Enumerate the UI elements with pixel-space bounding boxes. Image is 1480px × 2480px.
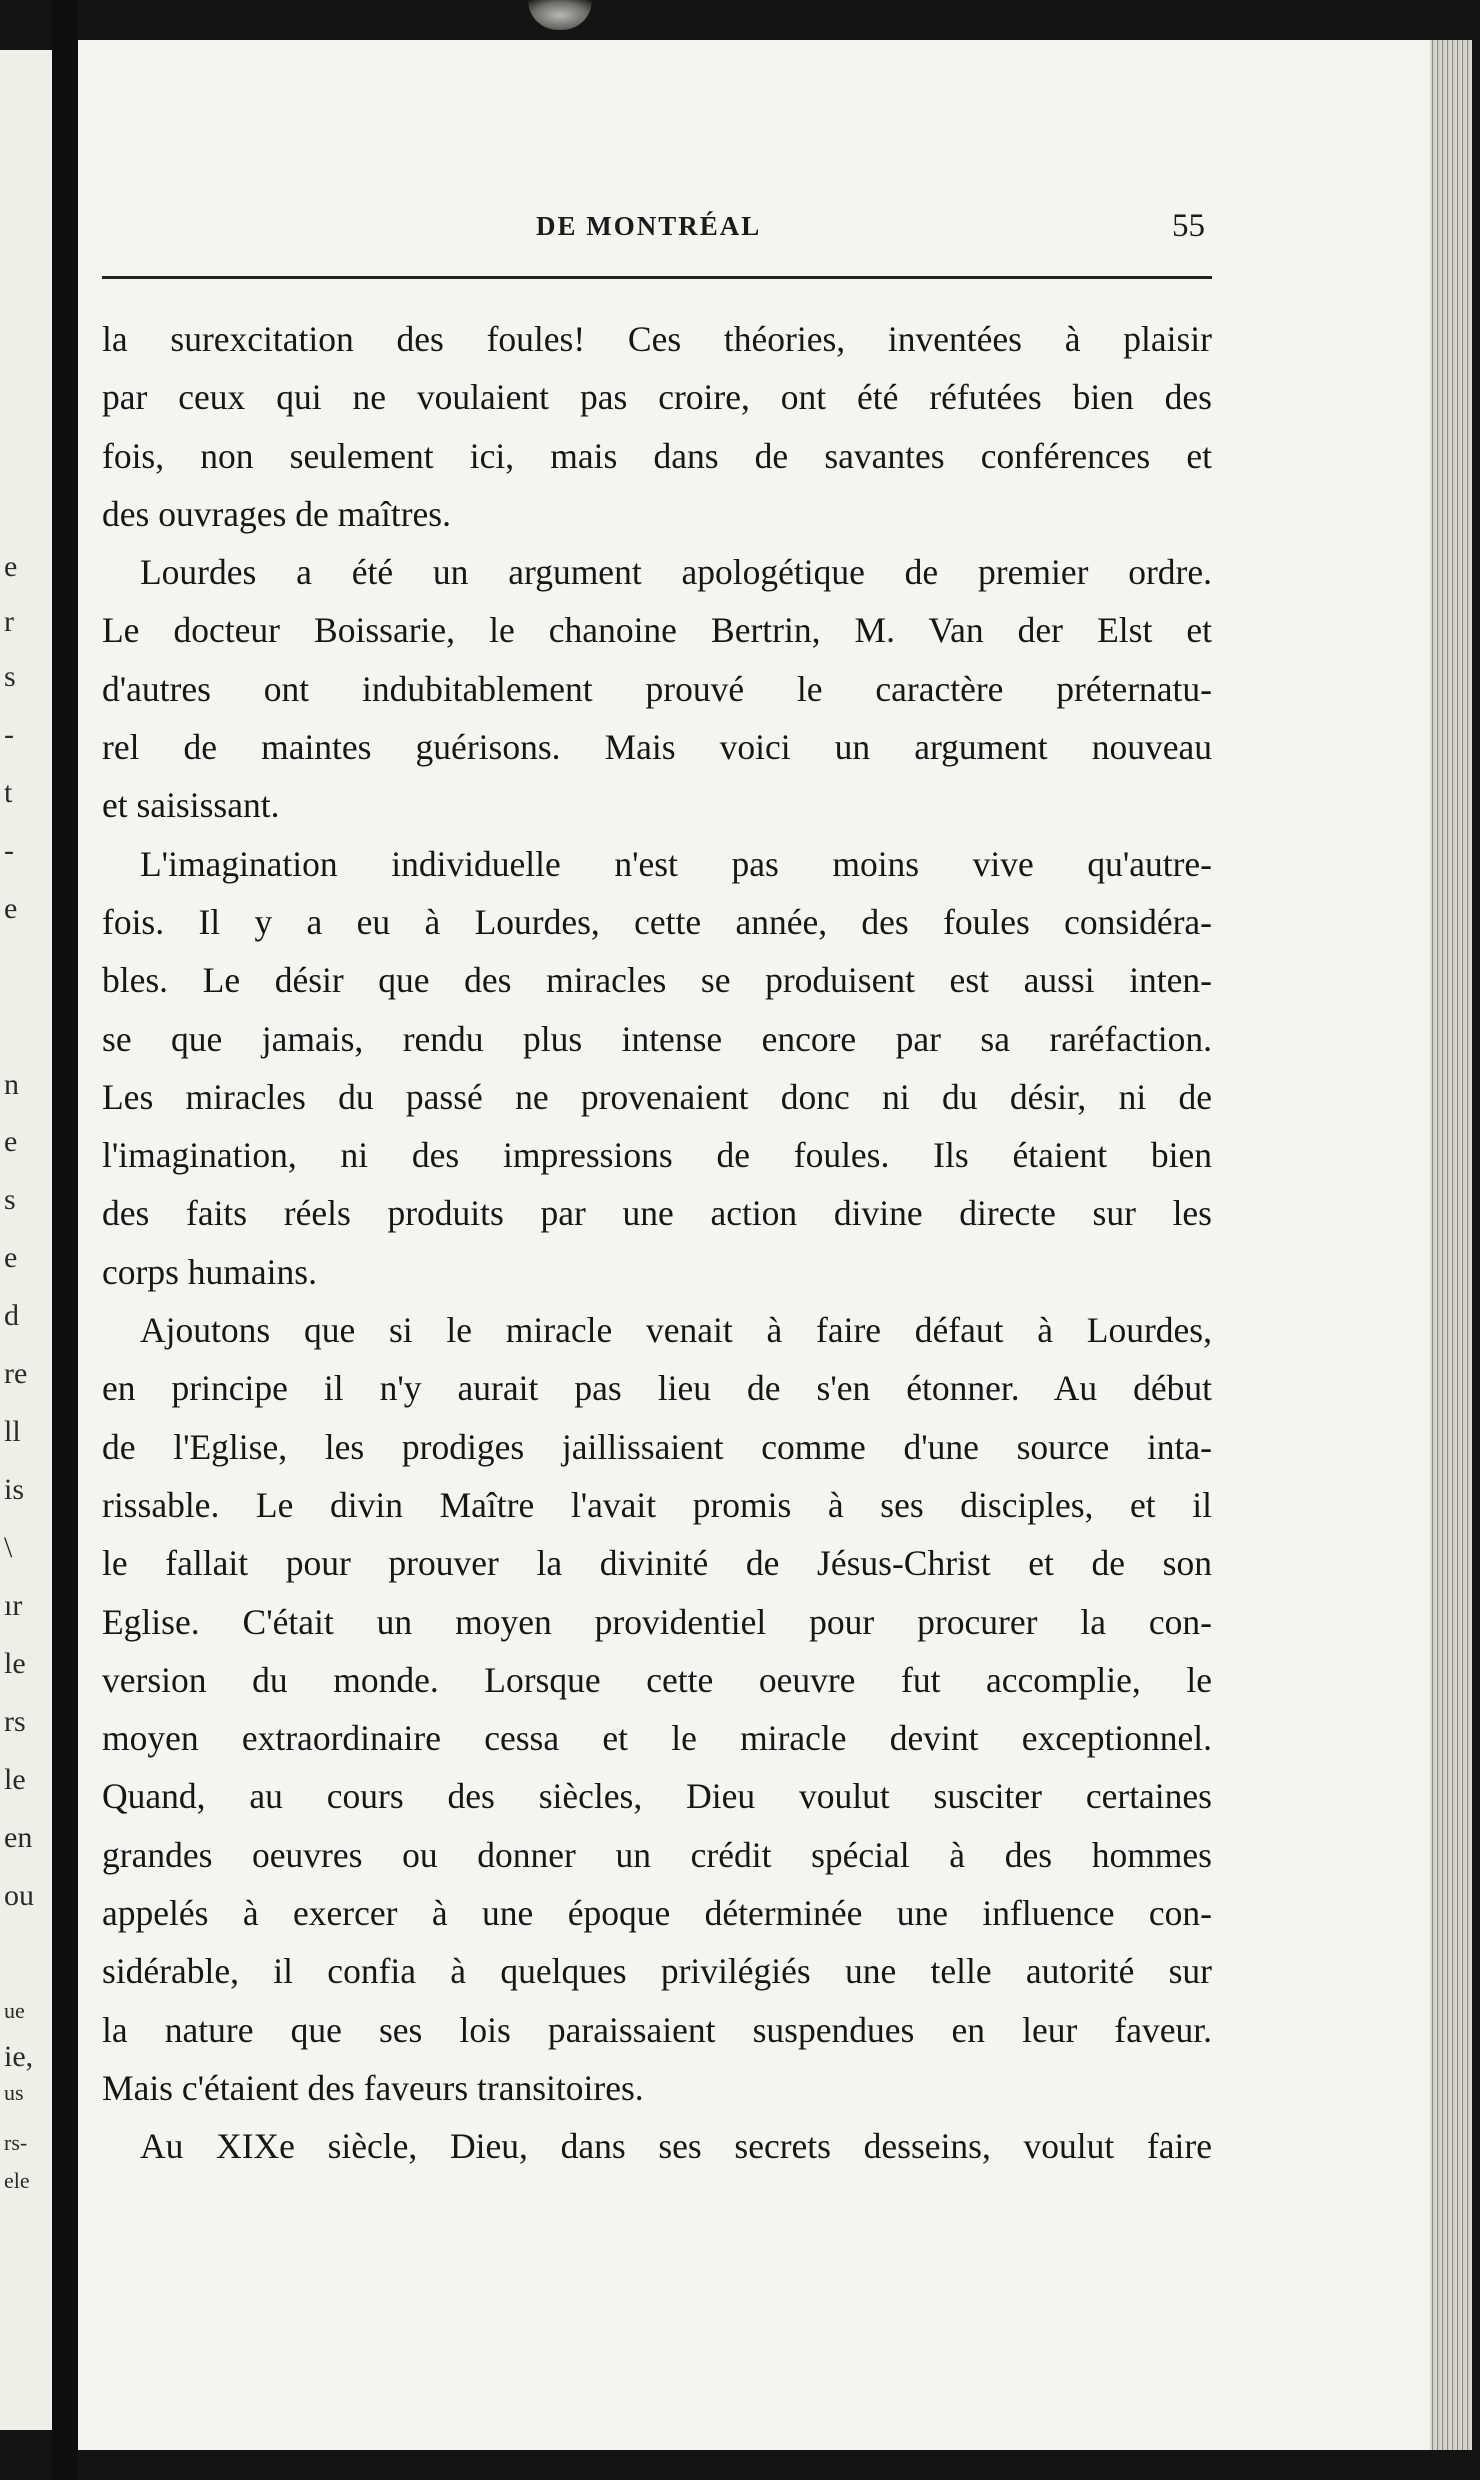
text-line: la surexcitation des foules! Ces théories, inventées à plaisir (102, 319, 1212, 359)
margin-fragment: ll (4, 1415, 21, 1448)
text-line: L'imagination individuelle n'est pas moins vive qu'autre- (140, 843, 1212, 884)
page-number: 55 (1172, 208, 1205, 244)
text-line: fois, non seulement ici, mais dans de savantes conférences et (102, 435, 1212, 476)
margin-fragment: ue (4, 1998, 25, 2023)
text-line: appelés à exercer à une époque déterminée une influence con- (102, 1893, 1212, 1934)
margin-fragment: us (4, 2080, 24, 2105)
text-line: fois. Il y a eu à Lourdes, cette année, des foules considéra- (102, 901, 1212, 942)
text-line: en principe il n'y aurait pas lieu de s'en étonner. Au début (102, 1368, 1212, 1409)
text-line: se que jamais, rendu plus intense encore par sa raréfaction. (102, 1018, 1212, 1059)
margin-fragment: rs- (4, 2130, 28, 2155)
margin-fragment: ie, (4, 2040, 34, 2073)
margin-fragment: d (4, 1299, 19, 1332)
margin-fragment: en (4, 1821, 33, 1854)
text-line: Le docteur Boissarie, le chanoine Bertrin, M. Van der Elst et (102, 610, 1212, 651)
text-line: Au XIXe siècle, Dieu, dans ses secrets desseins, voulut faire (140, 2126, 1212, 2167)
margin-fragment: e (4, 550, 18, 583)
margin-fragment: n (4, 1068, 19, 1101)
margin-fragment: is (4, 1473, 25, 1506)
text-line: d'autres ont indubitablement prouvé le caractère préternatu- (102, 668, 1212, 709)
margin-fragment: s (4, 1183, 16, 1216)
text-line: Les miracles du passé ne provenaient donc ni du désir, ni de (102, 1076, 1212, 1117)
page-stack-edge (1430, 40, 1472, 2450)
text-line: de l'Eglise, les prodiges jaillissaient comme d'une source inta- (102, 1426, 1212, 1467)
facing-page-edge (0, 50, 52, 2430)
margin-fragment: - (4, 718, 14, 751)
text-line: des faits réels produits par une action divine directe sur les (102, 1193, 1212, 1234)
text-line: Lourdes a été un argument apologétique de premier ordre. (140, 552, 1212, 593)
margin-fragment: le (4, 1763, 26, 1796)
text-line: l'imagination, ni des impressions de foules. Ils étaient bien (102, 1135, 1212, 1176)
text-line: et saisissant. (102, 785, 280, 826)
scan-blot (528, 0, 592, 30)
margin-fragment: ou (4, 1879, 34, 1912)
text-line: la nature que ses lois paraissaient suspendues en leur faveur. (102, 2009, 1212, 2050)
text-line: sidérable, il confia à quelques privilégiés une telle autorité sur (102, 1951, 1212, 1992)
text-line: moyen extraordinaire cessa et le miracle devint exceptionnel. (102, 1718, 1212, 1759)
margin-fragment: e (4, 1241, 18, 1274)
text-line: version du monde. Lorsque cette oeuvre fut accomplie, le (102, 1659, 1212, 1700)
margin-fragment: r (4, 605, 14, 638)
margin-fragment: s (4, 660, 16, 693)
margin-fragment: - (4, 834, 14, 867)
margin-fragment: ele (4, 2168, 30, 2193)
text-line: par ceux qui ne voulaient pas croire, ont été réfutées bien des (102, 377, 1212, 418)
book-gutter (52, 0, 78, 2480)
margin-fragment: re (4, 1357, 28, 1390)
margin-fragment: rs (4, 1705, 26, 1738)
margin-fragment: ır (4, 1589, 23, 1622)
text-line: le fallait pour prouver la divinité de Jésus-Christ et de son (102, 1543, 1212, 1584)
header-rule (102, 276, 1212, 279)
text-line: Ajoutons que si le miracle venait à faire défaut à Lourdes, (140, 1310, 1212, 1351)
margin-fragment: e (4, 1125, 18, 1158)
body-text (102, 310, 1212, 2176)
running-head: DE MONTRÉAL (536, 211, 762, 241)
margin-fragment: e (4, 892, 18, 925)
margin-fragment: le (4, 1647, 26, 1680)
text-line: Mais c'étaient des faveurs transitoires. (102, 2067, 644, 2108)
text-line: corps humains. (102, 1251, 317, 1292)
margin-fragment: t (4, 776, 13, 809)
text-line: Quand, au cours des siècles, Dieu voulut susciter certaines (102, 1776, 1212, 1817)
text-line: rel de maintes guérisons. Mais voici un argument nouveau (102, 727, 1212, 768)
text-line: Eglise. C'était un moyen providentiel pour procurer la con- (102, 1601, 1212, 1642)
text-line: bles. Le désir que des miracles se produisent est aussi inten- (102, 960, 1212, 1001)
text-line: rissable. Le divin Maître l'avait promis à ses disciples, et il (102, 1484, 1212, 1525)
text-line: des ouvrages de maîtres. (102, 493, 451, 534)
text-line: grandes oeuvres ou donner un crédit spécial à des hommes (102, 1834, 1212, 1875)
margin-fragment: \ (4, 1531, 13, 1564)
